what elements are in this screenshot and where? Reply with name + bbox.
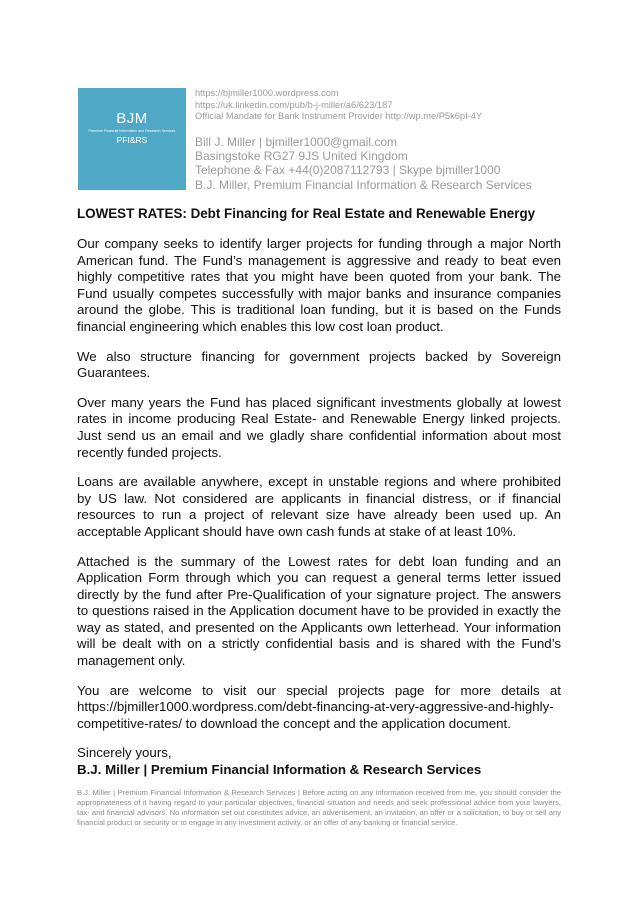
header-contact-name-email: Bill J. Miller | bjmiller1000@gmail.com (195, 135, 398, 149)
paragraph: Loans are available anywhere, except in unstable regions and where prohibited by US law. Not considered are applicants in financial distress, or if financial resources to run a project of relevant size have already been used up. An acceptable Applicant should have own cash funds at stake of at least 10%. (77, 474, 561, 539)
paragraph: Attached is the summary of the Lowest rates for debt loan funding and an Application Form through which you can request a general terms letter issued directly by the fund after Pre-Qualification of your signature project. The answers to questions raised in the Application document have to be provided in exactly the way as stated, and presented on the Applicants own letterhead. Your information will be dealt with on a strictly confidential basis and is shared with the Fund’s management only. (77, 553, 561, 669)
disclaimer: B.J. Miller | Premium Financial Information & Research Services | Before acting on any information received from me, you should consider the appropriateness of it having regard to your particular objectives, financial situation and needs and seek professional advice from your lawyers, tax- and financial advisors. No information set out constitutes advice, an advertisement, an invitation, an offer or a solicitation, to buy or sell any financial product or security or to engage in any investment activity, or an offer of any banking or financial service. (77, 787, 561, 828)
logo-subtitle: Premium Financial Information and Research Services (88, 129, 176, 133)
signature: B.J. Miller | Premium Financial Information & Research Services (77, 762, 482, 778)
paragraph-with-link: You are welcome to visit our special projects page for more details at https://bjmiller1000.wordpress.com/debt-financing-at-very-aggressive-and-highly-competitive-rates/ to download the concept and the application document. (77, 682, 561, 731)
header-contact-address: Basingstoke RG27 9JS United Kingdom (195, 149, 408, 164)
paragraph: We also structure financing for government projects backed by Sovereign Guarantees. (77, 348, 561, 381)
closing: Sincerely yours, (77, 745, 172, 761)
logo-code: PFI&RS (116, 135, 148, 145)
header-contact (195, 135, 532, 192)
paragraph: Our company seeks to identify larger projects for funding through a major North American fund. The Fund’s management is aggressive and ready to beat even highly competitive rates that you might have been quoted from your bank. The Fund usually competes successfully with major banks and insurance companies around the globe. This is traditional loan funding, but it is based on the Funds financial engineering which enables this low cost loan product. (77, 236, 561, 334)
header-contact-company: B.J. Miller, Premium Financial Information & Research Services (195, 177, 532, 192)
paragraph: Over many years the Fund has placed significant investments globally at lowest rates in income producing Real Estate- and Renewable Energy linked projects. Just send us an email and we gladly share confidential information about most recently funded projects. (77, 394, 561, 460)
header-link-blog[interactable]: https://bjmiller1000.wordpress.com (195, 88, 339, 98)
document-title: LOWEST RATES: Debt Financing for Real Estate and Renewable Energy (77, 206, 536, 221)
header-contact-phone: Telephone & Fax +44(0)2087112793 | Skype bjmiller1000 (195, 163, 501, 178)
logo-main-text: BJM (116, 110, 148, 127)
header-links (195, 88, 482, 123)
company-logo (78, 88, 186, 190)
header-link-linkedin[interactable]: https://uk.linkedin.com/pub/b-j-miller/a6/623/187 (195, 99, 393, 110)
header-link-mandate[interactable]: Official Mandate for Bank Instrument Provider http://wp.me/P5k6pI-4Y (195, 111, 483, 121)
letter-body (77, 206, 561, 828)
